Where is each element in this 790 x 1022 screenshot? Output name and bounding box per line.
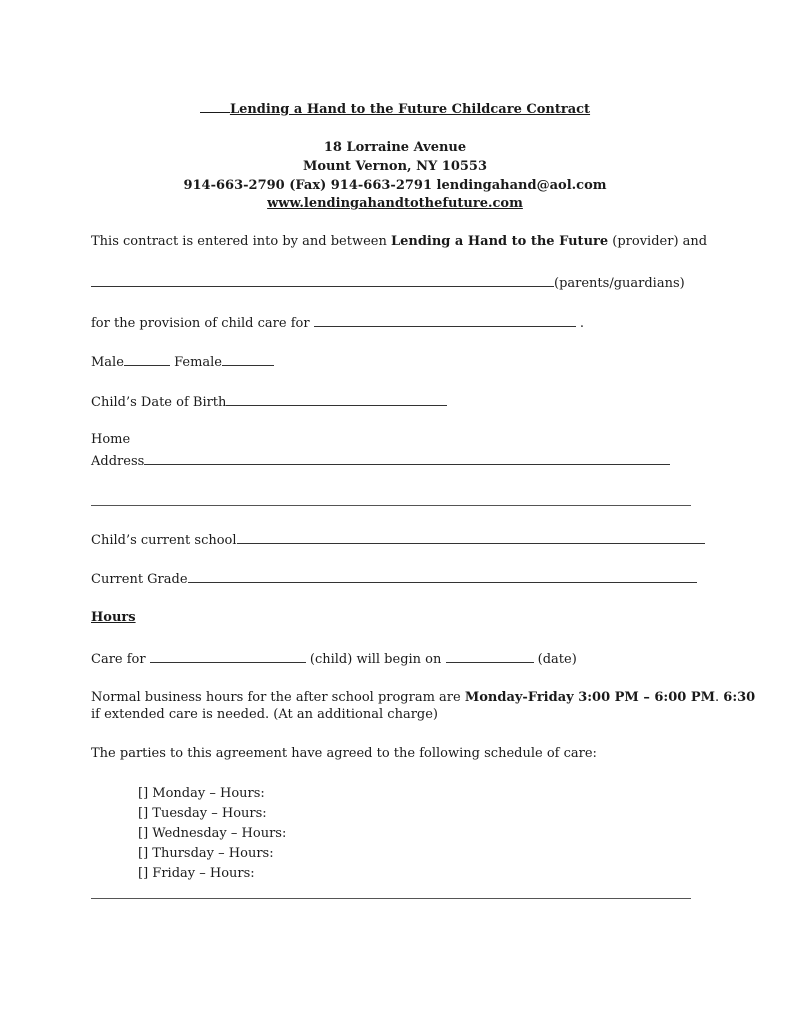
- dob-row: [91, 393, 447, 411]
- school-blank[interactable]: [237, 531, 705, 544]
- checkbox-thursday[interactable]: []: [138, 846, 149, 861]
- checkbox-friday[interactable]: []: [138, 866, 149, 881]
- extended-hours-time: 6:30: [723, 690, 756, 705]
- grade-row: [91, 570, 697, 588]
- parents-blank[interactable]: [91, 274, 554, 287]
- business-hours-range: Monday-Friday 3:00 PM – 6:00 PM: [464, 690, 716, 705]
- address-line-2: Mount Vernon, NY 10553: [302, 159, 488, 174]
- address-row: [91, 452, 670, 470]
- website-link[interactable]: www.lendingahandtothefuture.com: [267, 196, 523, 211]
- home-label: Home: [91, 432, 131, 447]
- school-label: Child’s current school: [91, 533, 237, 548]
- female-label: Female: [174, 355, 222, 370]
- schedule-item-friday: [138, 866, 255, 882]
- monday-label: Monday – Hours:: [152, 786, 265, 801]
- business-hours-prefix: Normal business hours for the after school program are: [91, 690, 465, 705]
- business-hours-line-1: [91, 690, 755, 706]
- grade-blank[interactable]: [188, 570, 697, 583]
- address-line-1: 18 Lorraine Avenue: [323, 140, 467, 155]
- checkbox-tuesday[interactable]: []: [138, 806, 149, 821]
- female-blank[interactable]: [222, 353, 274, 366]
- address-label: Address: [91, 454, 145, 469]
- schedule-item-thursday: [138, 846, 274, 862]
- dob-blank[interactable]: [226, 393, 447, 406]
- contact-line: 914-663-2790 (Fax) 914-663-2791 lendingahand@aol.com: [183, 178, 607, 193]
- address-blank-line-2[interactable]: [91, 505, 691, 506]
- provision-end: .: [579, 316, 584, 331]
- gender-row: [91, 353, 274, 371]
- provider-name: Lending a Hand to the Future: [390, 234, 609, 249]
- checkbox-monday[interactable]: []: [138, 786, 149, 801]
- business-hours-line-2: if extended care is needed. (At an additional charge): [91, 707, 439, 722]
- address-blank[interactable]: [144, 452, 670, 465]
- child-name-blank[interactable]: [314, 314, 576, 327]
- schedule-item-tuesday: [138, 806, 267, 822]
- thursday-label: Thursday – Hours:: [152, 846, 274, 861]
- title-text: Lending a Hand to the Future Childcare Contract: [229, 102, 591, 117]
- checkbox-wednesday[interactable]: []: [138, 826, 149, 841]
- intro-suffix: (provider) and: [608, 234, 708, 249]
- child-begin-label: (child) will begin on: [309, 652, 442, 667]
- date-label: (date): [537, 652, 577, 667]
- male-label: Male: [91, 355, 124, 370]
- bottom-rule: [91, 898, 691, 899]
- intro-prefix: This contract is entered into by and between: [91, 234, 391, 249]
- care-child-blank[interactable]: [150, 650, 306, 663]
- schedule-item-wednesday: [138, 826, 286, 842]
- male-blank[interactable]: [124, 353, 170, 366]
- hours-heading: Hours: [91, 610, 136, 625]
- website-line: [0, 196, 790, 212]
- parents-row: [91, 274, 685, 292]
- schedule-item-monday: [138, 786, 265, 802]
- business-hours-sep: .: [715, 690, 724, 705]
- school-row: [91, 531, 705, 549]
- contract-title: [0, 100, 790, 118]
- title-underline-lead: [200, 100, 230, 113]
- care-for-label: Care for: [91, 652, 146, 667]
- care-start-row: [91, 650, 577, 668]
- dob-label: Child’s Date of Birth: [91, 395, 227, 410]
- wednesday-label: Wednesday – Hours:: [152, 826, 287, 841]
- friday-label: Friday – Hours:: [152, 866, 255, 881]
- start-date-blank[interactable]: [446, 650, 534, 663]
- schedule-intro: The parties to this agreement have agreed to the following schedule of care:: [91, 746, 597, 761]
- intro-sentence: [91, 234, 707, 250]
- tuesday-label: Tuesday – Hours:: [152, 806, 267, 821]
- parents-label: (parents/guardians): [554, 276, 685, 291]
- provision-row: [91, 314, 584, 332]
- grade-label: Current Grade: [91, 572, 188, 587]
- provision-label: for the provision of child care for: [91, 316, 310, 331]
